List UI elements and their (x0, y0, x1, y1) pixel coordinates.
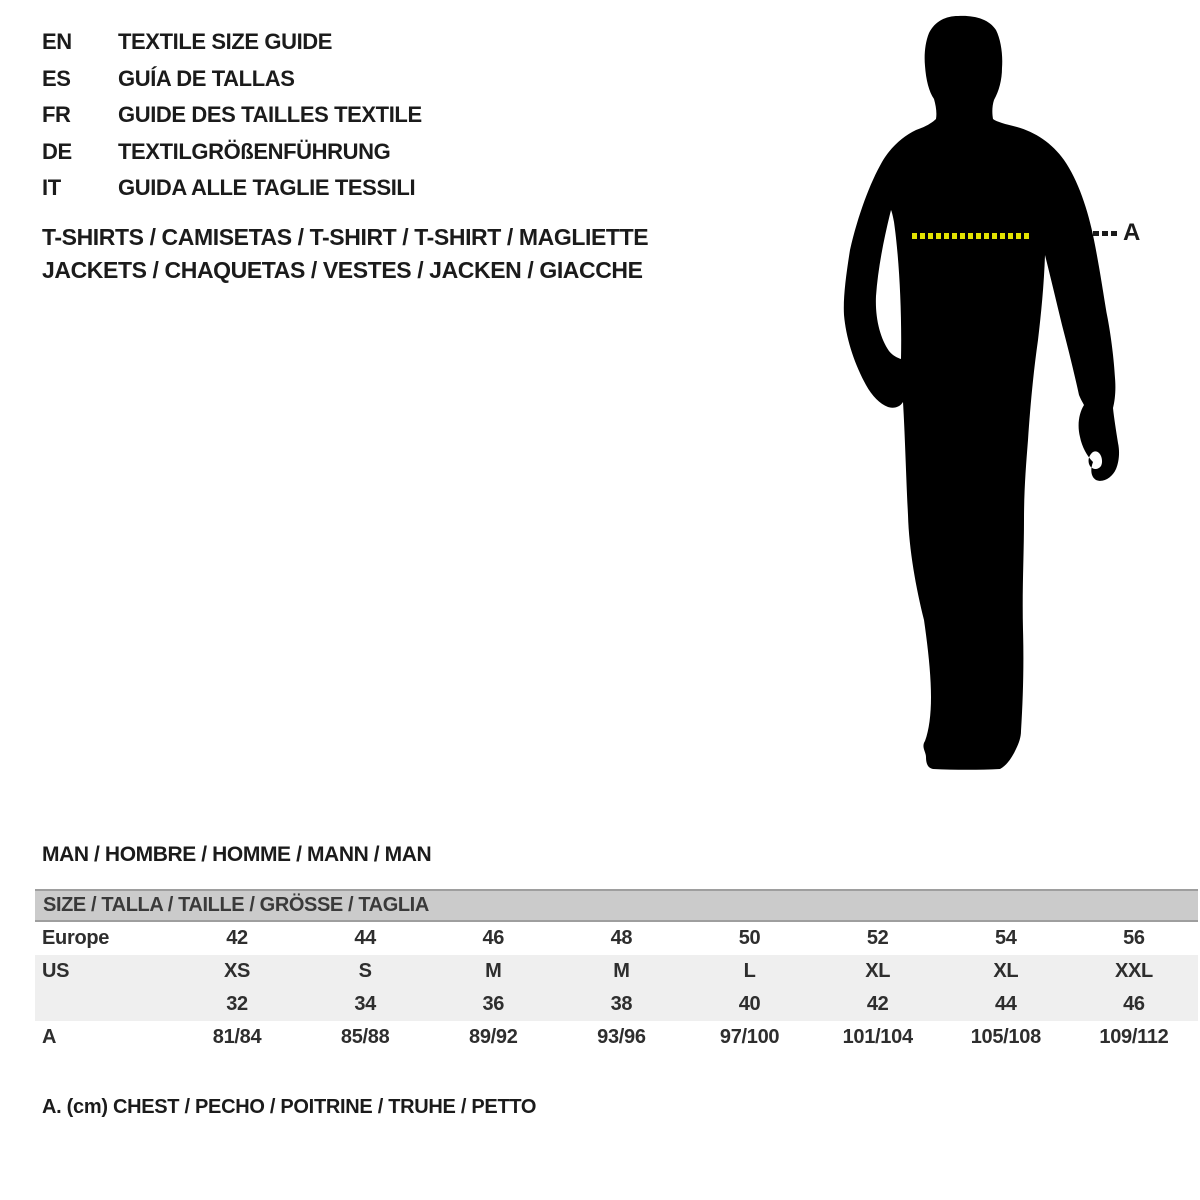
size-cell: 93/96 (597, 1026, 646, 1048)
size-cell: 40 (738, 993, 761, 1015)
table-row-us-numeric (35, 988, 1198, 1021)
size-cell: 97/100 (719, 1026, 780, 1048)
size-cell: XL (993, 960, 1019, 982)
measure-label-a: A (1123, 219, 1141, 246)
size-cell: 44 (994, 993, 1017, 1015)
size-cell: 109/112 (1099, 1026, 1169, 1048)
size-cell: 36 (482, 993, 505, 1015)
size-cell: 32 (226, 993, 248, 1015)
size-cell: M (485, 960, 502, 982)
measurement-footnote: A. (cm) CHEST / PECHO / POITRINE / TRUHE / PETTO (42, 1096, 537, 1118)
size-cell: 85/88 (340, 1026, 390, 1048)
guide-title: GUIDA ALLE TAGLIE TESSILI (118, 175, 416, 201)
row-label: US (42, 960, 70, 982)
size-cell: S (358, 960, 372, 982)
size-cell: 54 (994, 927, 1017, 949)
size-cell: 34 (354, 993, 377, 1015)
table-row-europe (35, 922, 1198, 955)
guide-title: TEXTILE SIZE GUIDE (118, 29, 333, 54)
chest-measure-dotted-line (912, 233, 1031, 239)
size-cell: 52 (866, 927, 889, 949)
size-table (35, 889, 1198, 1054)
product-line-jackets: JACKETS / CHAQUETAS / VESTES / JACKEN / GIACCHE (42, 257, 643, 283)
language-title-list (42, 24, 422, 207)
size-cell: 42 (226, 927, 248, 949)
size-cell: XS (224, 960, 251, 982)
measure-callout-dashes (1093, 231, 1119, 236)
language-code: EN (42, 29, 72, 54)
size-cell: 44 (354, 927, 377, 949)
guide-title: GUÍA DE TALLAS (118, 65, 295, 91)
size-cell: 42 (866, 993, 889, 1015)
language-code: IT (42, 175, 61, 201)
size-cell: 105/108 (970, 1026, 1041, 1048)
language-code: FR (42, 102, 71, 128)
size-cell: 89/92 (469, 1026, 518, 1048)
size-cell: M (613, 960, 630, 982)
language-code: DE (42, 138, 72, 164)
table-header: SIZE / TALLA / TAILLE / GRÖSSE / TAGLIA (35, 889, 1198, 922)
size-cell: 46 (1123, 993, 1145, 1015)
size-cell: 101/104 (842, 1026, 913, 1048)
product-line-tshirts: T-SHIRTS / CAMISETAS / T-SHIRT / T-SHIRT / MAGLIETTE (42, 224, 649, 250)
size-cell: 50 (738, 927, 761, 949)
guide-title: TEXTILGRÖßENFÜHRUNG (118, 138, 391, 164)
size-cell: L (743, 960, 756, 982)
size-cell: 56 (1123, 927, 1145, 949)
size-cell: XXL (1114, 960, 1153, 982)
row-label: Europe (42, 927, 110, 949)
table-row-us (35, 955, 1198, 988)
size-cell: XL (865, 960, 891, 982)
size-cell: 46 (482, 927, 505, 949)
section-title-man: MAN / HOMBRE / HOMME / MANN / MAN (42, 843, 432, 866)
man-silhouette (843, 12, 1125, 774)
product-categories (42, 221, 648, 287)
row-label: A (42, 1026, 57, 1048)
guide-title: GUIDE DES TAILLES TEXTILE (118, 102, 422, 128)
table-row-chest-a (35, 1021, 1198, 1054)
size-cell: 38 (610, 993, 633, 1015)
size-cell: 48 (610, 927, 633, 949)
language-code: ES (42, 65, 71, 91)
size-cell: 81/84 (212, 1026, 262, 1048)
